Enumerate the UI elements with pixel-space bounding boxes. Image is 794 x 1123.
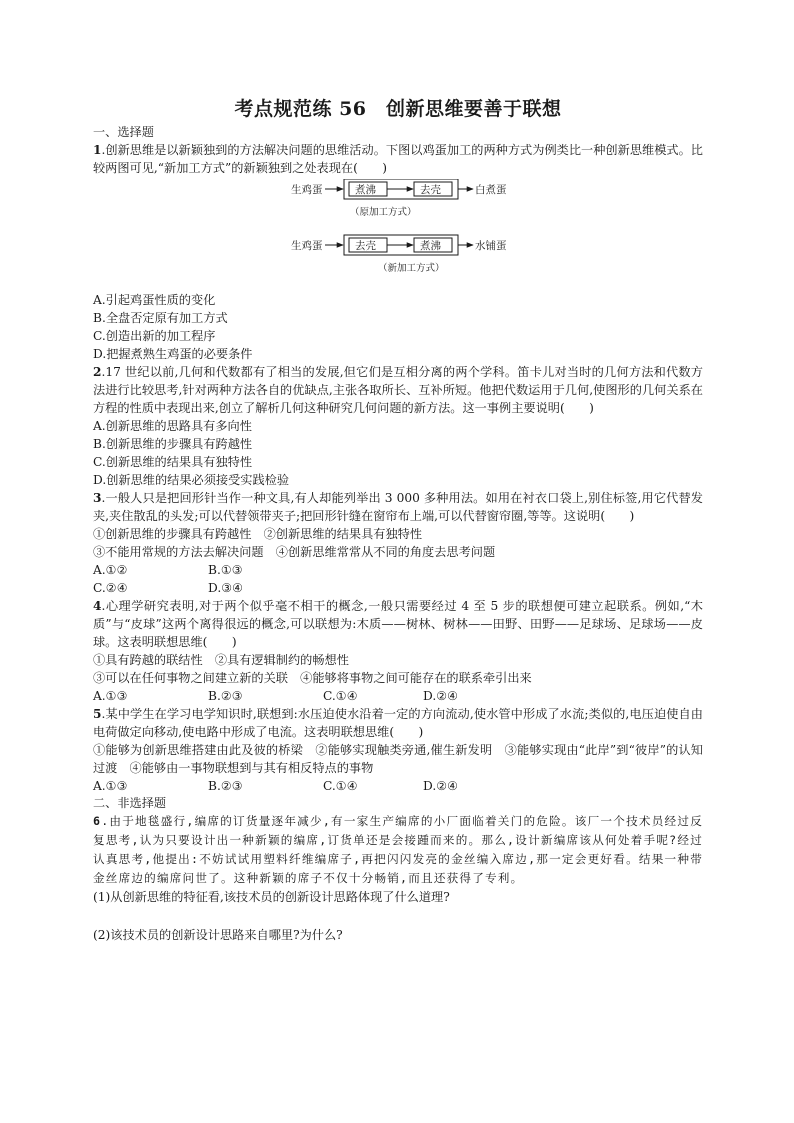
row2-caption: （新加工方式）	[378, 263, 445, 274]
answer-space	[93, 906, 703, 926]
q1-option-b: B.全盘否定原有加工方式	[93, 311, 228, 325]
row1-input-label: 生鸡蛋	[291, 184, 323, 196]
row1-step2-label: 去壳	[420, 184, 441, 196]
egg-process-diagram	[93, 179, 703, 289]
row2-output-label: 水铺蛋	[475, 240, 507, 252]
question-4	[93, 597, 703, 651]
question-6	[93, 812, 703, 888]
section-heading-nonchoice: 二、非选择题	[93, 796, 167, 810]
q1-option-a: A.引起鸡蛋性质的变化	[93, 293, 216, 307]
row1-output-label: 白煮蛋	[475, 184, 507, 196]
q1-option-c: C.创造出新的加工程序	[93, 329, 216, 343]
question-3	[93, 489, 703, 525]
q5-option-d: D.②④	[423, 779, 459, 793]
q2-option-b: B.创新思维的步骤具有跨越性	[93, 437, 253, 451]
row2-step1-label: 去壳	[355, 240, 376, 252]
q3-option-a: A.①②	[93, 563, 128, 577]
q3-statements-2: ③不能用常规的方法去解决问题 ④创新思维常常从不同的角度去思考问题	[93, 545, 496, 559]
q4-option-d: D.②④	[423, 689, 459, 703]
q3-options-row-2	[93, 579, 703, 597]
row2-input-label: 生鸡蛋	[291, 240, 323, 252]
q4-option-a: A.①③	[93, 689, 128, 703]
q4-statements-1: ①具有跨越的联结性 ②具有逻辑制约的畅想性	[93, 653, 349, 667]
q4-option-b: B.②③	[208, 689, 243, 703]
q5-options-row	[93, 777, 703, 795]
question-number: 6	[93, 814, 102, 828]
question-number: 4	[93, 599, 102, 613]
q1-option-d: D.把握煮熟生鸡蛋的必要条件	[93, 347, 253, 361]
question-text: .17 世纪以前,几何和代数都有了相当的发展,但它们是互相分离的两个学科。笛卡儿对当时的几何方法和代数方法进行比较思考,针对两种方法各自的优缺点,主张各取所长、互补所短。他把代数运用于几何,使图形的几何关系在方程的性质中表现出来,创立了解析几何这种研究几何问题的新方法。这一事例主要说明( )	[93, 365, 703, 415]
q6-subquestion-1: (1)从创新思维的特征看,该技术员的创新设计思路体现了什么道理?	[93, 890, 450, 904]
q3-option-c: C.②④	[93, 581, 128, 595]
question-text: .心理学研究表明,对于两个似乎毫不相干的概念,一般只需要经过 4 至 5 步的联想便可建立起联系。例如,“木质”与“皮球”这两个离得很远的概念,可以联想为:木质——树林、树林——田野、田野——足球场、足球场——皮球。这表明联想思维( )	[93, 599, 703, 649]
question-number: 1	[93, 143, 102, 157]
worksheet	[93, 96, 703, 944]
q5-statements: ①能够为创新思维搭建由此及彼的桥梁 ②能够实现触类旁通,催生新发明 ③能够实现由“此岸”到“彼岸”的认知过渡 ④能够由一事物联想到与其有相反特点的事物	[93, 743, 703, 775]
question-text: .创新思维是以新颖独到的方法解决问题的思维活动。下图以鸡蛋加工的两种方式为例类比一种创新思维模式。比较两图可见,“新加工方式”的新颖独到之处表现在( )	[93, 143, 703, 175]
diagram-svg	[93, 179, 703, 289]
q6-subquestion-2: (2)该技术员的创新设计思路来自哪里?为什么?	[93, 928, 343, 942]
question-number: 3	[93, 491, 102, 505]
row1-step1-label: 煮沸	[355, 184, 376, 196]
q5-option-b: B.②③	[208, 779, 243, 793]
question-5	[93, 705, 703, 741]
question-number: 2	[93, 365, 102, 379]
question-2	[93, 363, 703, 417]
q4-options-row	[93, 687, 703, 705]
q5-option-a: A.①③	[93, 779, 128, 793]
q3-option-d: D.③④	[208, 581, 244, 595]
section-heading-choice: 一、选择题	[93, 125, 154, 139]
question-text: .由于地毯盛行,编席的订货量逐年减少,有一家生产编席的小厂面临着关门的危险。该厂一个技术员经过反复思考,认为只要设计出一种新颖的编席,订货单还是会接踵而来的。那么,设计新编席该从何处着手呢?经过认真思考,他提出:不妨试试用塑料纤维编席子,再把闪闪发亮的金丝编入席边,那一定会更好看。结果一种带金丝席边的编席问世了。这种新颖的席子不仅十分畅销,而且还获得了专利。	[93, 814, 703, 885]
question-text: .一般人只是把回形针当作一种文具,有人却能列举出 3 000 多种用法。如用在衬衣口袋上,别住标签,用它代替发夹,夹住散乱的头发;可以代替领带夹子;把回形针缝在窗帘布上端,可以代替窗帘圈,等等。这说明( )	[93, 491, 703, 523]
row2-step2-label: 煮沸	[420, 240, 441, 252]
q3-statements-1: ①创新思维的步骤具有跨越性 ②创新思维的结果具有独特性	[93, 527, 423, 541]
q5-option-c: C.①④	[323, 779, 358, 793]
page-title: 考点规范练 56 创新思维要善于联想	[234, 98, 562, 120]
q4-option-c: C.①④	[323, 689, 358, 703]
q2-option-c: C.创新思维的结果具有独特性	[93, 455, 253, 469]
q3-options-row-1	[93, 561, 703, 579]
question-number: 5	[93, 707, 102, 721]
question-text: .某中学生在学习电学知识时,联想到:水压迫使水沿着一定的方向流动,使水管中形成了水流;类似的,电压迫使自由电荷做定向移动,使电路中形成了电流。这表明联想思维( )	[93, 707, 703, 739]
row1-caption: （原加工方式）	[350, 207, 417, 218]
q4-statements-2: ③可以在任何事物之间建立新的关联 ④能够将事物之间可能存在的联系牵引出来	[93, 671, 532, 685]
q3-option-b: B.①③	[208, 563, 243, 577]
q2-option-d: D.创新思维的结果必须接受实践检验	[93, 473, 290, 487]
question-1	[93, 141, 703, 177]
q2-option-a: A.创新思维的思路具有多向性	[93, 419, 252, 433]
